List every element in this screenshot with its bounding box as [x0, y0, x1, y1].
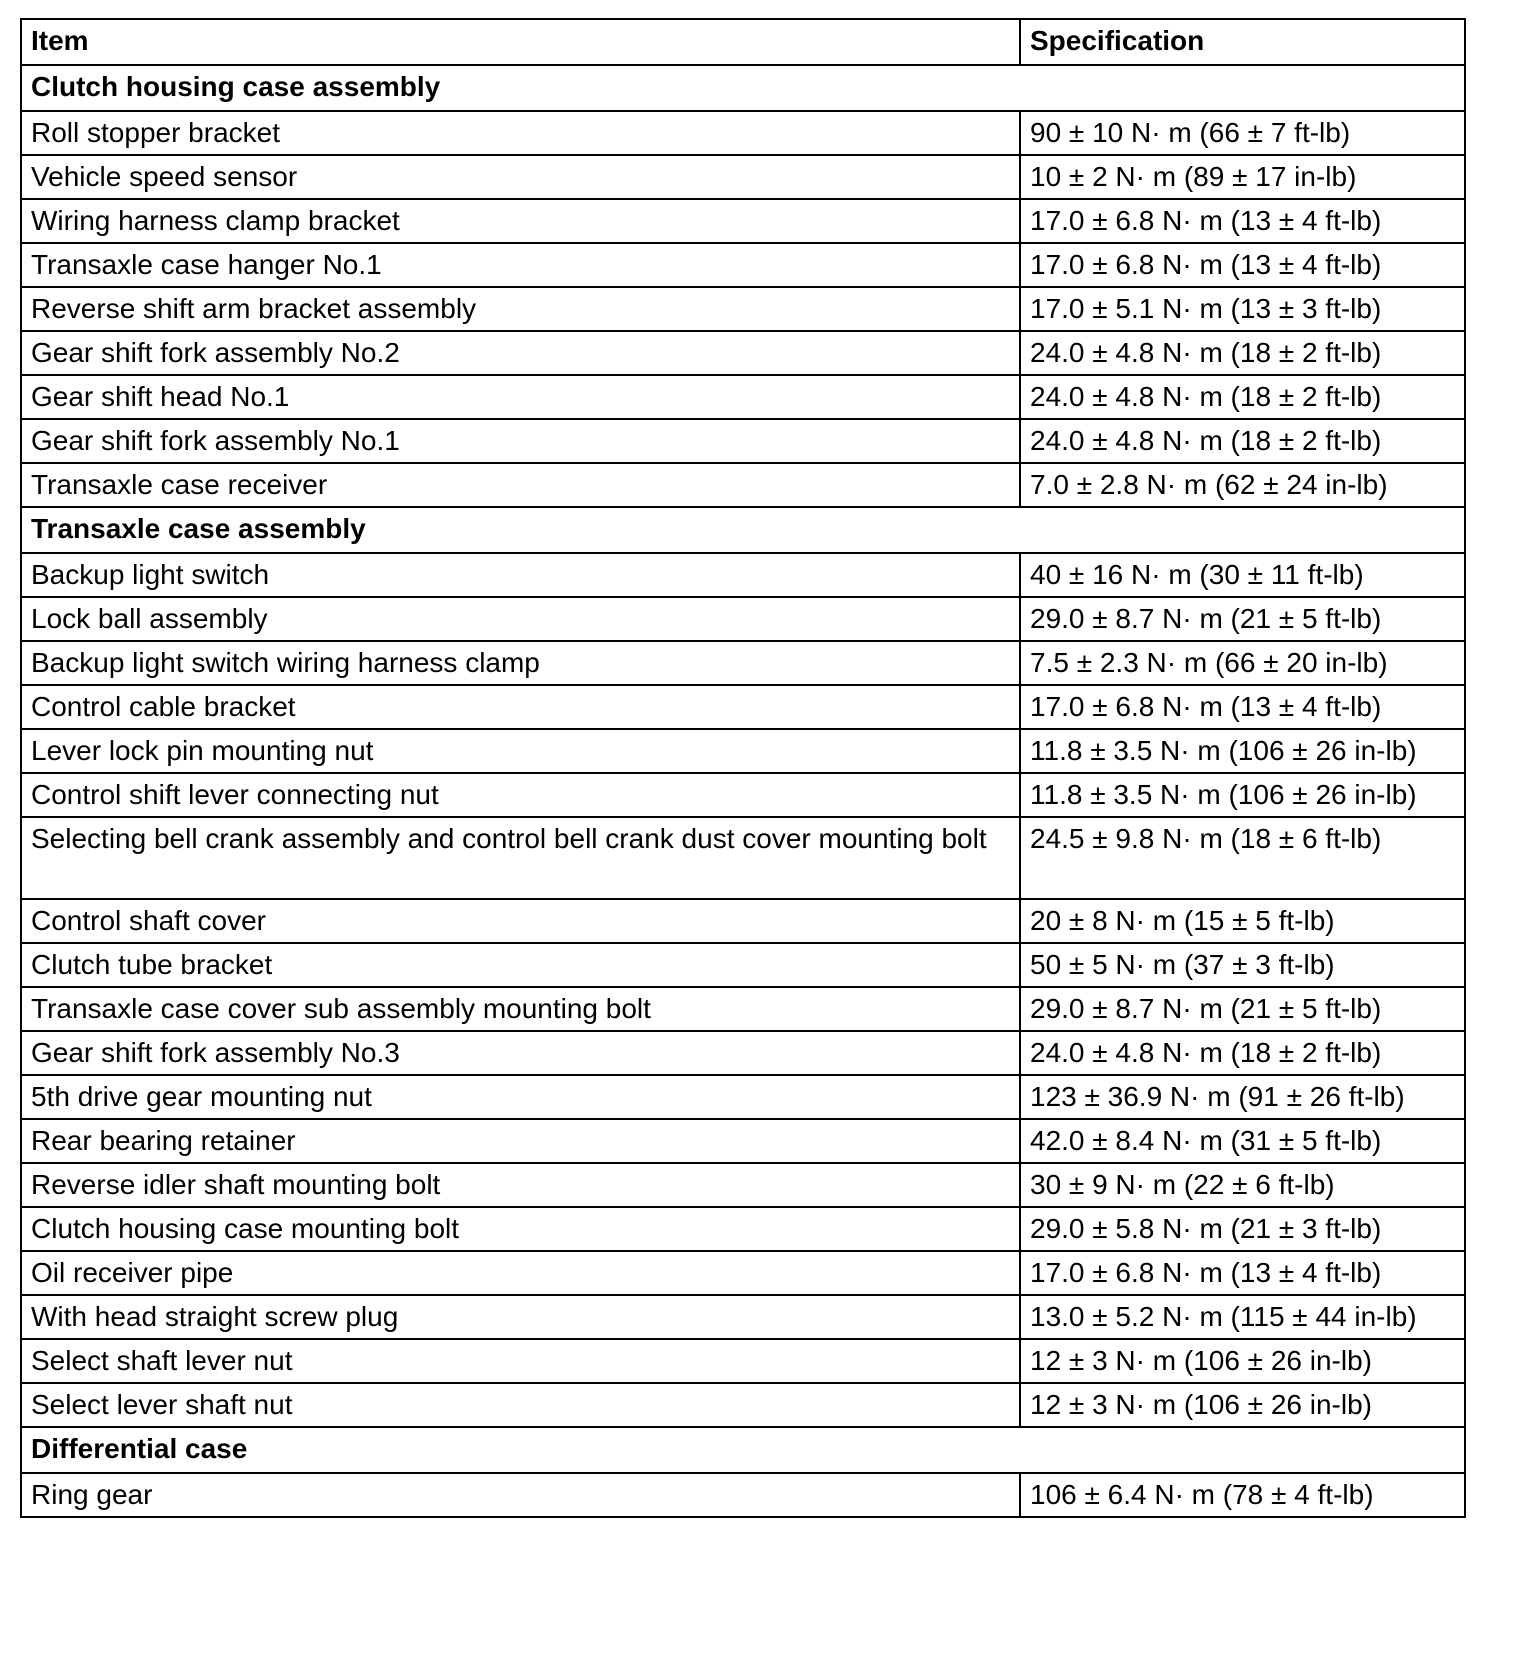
specification-cell: 12 ± 3 N· m (106 ± 26 in-lb)	[1020, 1383, 1465, 1427]
item-cell: Backup light switch wiring harness clamp	[21, 641, 1020, 685]
table-row	[21, 1119, 1465, 1163]
specification-cell: 29.0 ± 5.8 N· m (21 ± 3 ft-lb)	[1020, 1207, 1465, 1251]
specification-cell: 30 ± 9 N· m (22 ± 6 ft-lb)	[1020, 1163, 1465, 1207]
item-cell: Control cable bracket	[21, 685, 1020, 729]
specification-cell: 17.0 ± 6.8 N· m (13 ± 4 ft-lb)	[1020, 1251, 1465, 1295]
specification-cell: 24.0 ± 4.8 N· m (18 ± 2 ft-lb)	[1020, 375, 1465, 419]
item-cell: Gear shift fork assembly No.1	[21, 419, 1020, 463]
table-body	[21, 65, 1465, 1517]
table-row	[21, 641, 1465, 685]
specification-cell: 90 ± 10 N· m (66 ± 7 ft-lb)	[1020, 111, 1465, 155]
item-cell: Gear shift fork assembly No.2	[21, 331, 1020, 375]
item-cell: Clutch tube bracket	[21, 943, 1020, 987]
specification-cell: 17.0 ± 6.8 N· m (13 ± 4 ft-lb)	[1020, 199, 1465, 243]
item-cell: Clutch housing case mounting bolt	[21, 1207, 1020, 1251]
table-row	[21, 1295, 1465, 1339]
item-cell: Transaxle case receiver	[21, 463, 1020, 507]
table-row	[21, 419, 1465, 463]
item-cell: Wiring harness clamp bracket	[21, 199, 1020, 243]
item-cell: Vehicle speed sensor	[21, 155, 1020, 199]
specification-cell: 12 ± 3 N· m (106 ± 26 in-lb)	[1020, 1339, 1465, 1383]
item-cell: Transaxle case hanger No.1	[21, 243, 1020, 287]
table-row	[21, 1207, 1465, 1251]
section-header-row	[21, 507, 1465, 553]
table-row	[21, 987, 1465, 1031]
item-cell: Oil receiver pipe	[21, 1251, 1020, 1295]
item-cell: Ring gear	[21, 1473, 1020, 1517]
table-row	[21, 331, 1465, 375]
specification-cell: 7.5 ± 2.3 N· m (66 ± 20 in-lb)	[1020, 641, 1465, 685]
section-title: Differential case	[21, 1427, 1465, 1473]
table-row	[21, 1251, 1465, 1295]
section-header-row	[21, 65, 1465, 111]
item-cell: Lock ball assembly	[21, 597, 1020, 641]
table-row	[21, 463, 1465, 507]
table-row	[21, 1339, 1465, 1383]
section-title: Transaxle case assembly	[21, 507, 1465, 553]
specification-cell: 11.8 ± 3.5 N· m (106 ± 26 in-lb)	[1020, 729, 1465, 773]
table-row	[21, 943, 1465, 987]
table-row	[21, 1473, 1465, 1517]
specification-cell: 17.0 ± 6.8 N· m (13 ± 4 ft-lb)	[1020, 243, 1465, 287]
specification-cell: 50 ± 5 N· m (37 ± 3 ft-lb)	[1020, 943, 1465, 987]
table-row	[21, 773, 1465, 817]
item-cell: Backup light switch	[21, 553, 1020, 597]
table-row	[21, 899, 1465, 943]
item-cell: Reverse idler shaft mounting bolt	[21, 1163, 1020, 1207]
item-cell: With head straight screw plug	[21, 1295, 1020, 1339]
table-row	[21, 597, 1465, 641]
torque-spec-table	[20, 18, 1466, 1518]
item-cell: Selecting bell crank assembly and control bell crank dust cover mounting bolt	[21, 817, 1020, 899]
table-row	[21, 685, 1465, 729]
table-row	[21, 1383, 1465, 1427]
item-cell: Roll stopper bracket	[21, 111, 1020, 155]
specification-cell: 10 ± 2 N· m (89 ± 17 in-lb)	[1020, 155, 1465, 199]
specification-cell: 123 ± 36.9 N· m (91 ± 26 ft-lb)	[1020, 1075, 1465, 1119]
item-cell: Select shaft lever nut	[21, 1339, 1020, 1383]
table-header-row	[21, 19, 1465, 65]
specification-cell: 17.0 ± 6.8 N· m (13 ± 4 ft-lb)	[1020, 685, 1465, 729]
table-row	[21, 375, 1465, 419]
table-row	[21, 111, 1465, 155]
table-row	[21, 553, 1465, 597]
item-cell: Control shaft cover	[21, 899, 1020, 943]
column-header-item: Item	[21, 19, 1020, 65]
specification-cell: 11.8 ± 3.5 N· m (106 ± 26 in-lb)	[1020, 773, 1465, 817]
specification-cell: 24.5 ± 9.8 N· m (18 ± 6 ft-lb)	[1020, 817, 1465, 899]
section-header-row	[21, 1427, 1465, 1473]
table-row	[21, 287, 1465, 331]
table-row	[21, 1163, 1465, 1207]
specification-cell: 20 ± 8 N· m (15 ± 5 ft-lb)	[1020, 899, 1465, 943]
item-cell: Select lever shaft nut	[21, 1383, 1020, 1427]
item-cell: Gear shift head No.1	[21, 375, 1020, 419]
item-cell: Rear bearing retainer	[21, 1119, 1020, 1163]
item-cell: Lever lock pin mounting nut	[21, 729, 1020, 773]
item-cell: Reverse shift arm bracket assembly	[21, 287, 1020, 331]
table-row	[21, 1031, 1465, 1075]
specification-cell: 24.0 ± 4.8 N· m (18 ± 2 ft-lb)	[1020, 1031, 1465, 1075]
specification-cell: 29.0 ± 8.7 N· m (21 ± 5 ft-lb)	[1020, 987, 1465, 1031]
specification-cell: 106 ± 6.4 N· m (78 ± 4 ft-lb)	[1020, 1473, 1465, 1517]
item-cell: Control shift lever connecting nut	[21, 773, 1020, 817]
specification-cell: 17.0 ± 5.1 N· m (13 ± 3 ft-lb)	[1020, 287, 1465, 331]
specification-cell: 24.0 ± 4.8 N· m (18 ± 2 ft-lb)	[1020, 419, 1465, 463]
item-cell: Transaxle case cover sub assembly mounting bolt	[21, 987, 1020, 1031]
specification-cell: 24.0 ± 4.8 N· m (18 ± 2 ft-lb)	[1020, 331, 1465, 375]
specification-cell: 42.0 ± 8.4 N· m (31 ± 5 ft-lb)	[1020, 1119, 1465, 1163]
table-row	[21, 199, 1465, 243]
item-cell: 5th drive gear mounting nut	[21, 1075, 1020, 1119]
specification-cell: 40 ± 16 N· m (30 ± 11 ft-lb)	[1020, 553, 1465, 597]
item-cell: Gear shift fork assembly No.3	[21, 1031, 1020, 1075]
specification-cell: 7.0 ± 2.8 N· m (62 ± 24 in-lb)	[1020, 463, 1465, 507]
section-title: Clutch housing case assembly	[21, 65, 1465, 111]
column-header-specification: Specification	[1020, 19, 1465, 65]
specification-cell: 13.0 ± 5.2 N· m (115 ± 44 in-lb)	[1020, 1295, 1465, 1339]
table-row	[21, 155, 1465, 199]
specification-cell: 29.0 ± 8.7 N· m (21 ± 5 ft-lb)	[1020, 597, 1465, 641]
table-row	[21, 817, 1465, 899]
table-row	[21, 243, 1465, 287]
table-row	[21, 729, 1465, 773]
table-row	[21, 1075, 1465, 1119]
